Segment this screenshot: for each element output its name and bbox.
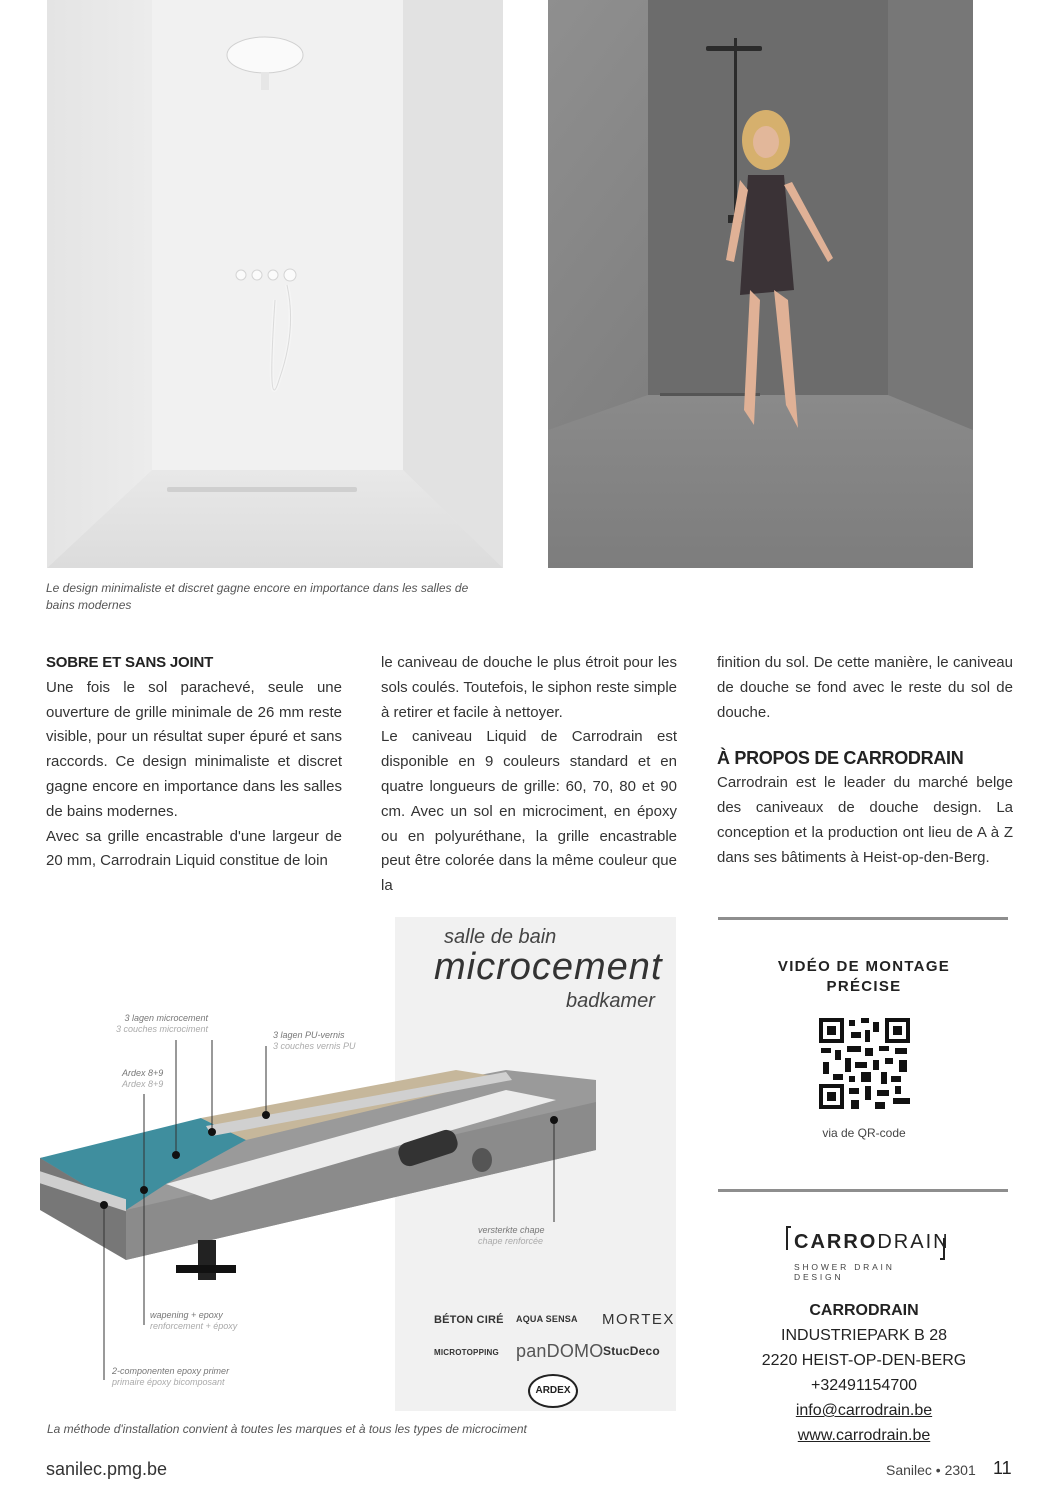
column-2-paragraph-1: le caniveau de douche le plus étroit pour les sols coulés. Toutefois, le siphon reste simple à retirer et facile à nettoyer. [381,654,677,721]
label-chape-fr: chape renforcée [478,1236,544,1246]
label-microcement-fr: 3 couches microciment [115,1024,208,1034]
label-wapening-fr: renforcement + époxy [150,1321,238,1331]
label-ardex-nl: Ardex 8+9 [122,1068,164,1078]
contact-name: CARRODRAIN [809,1302,919,1319]
footer-issue: Sanilec • 2301 [886,1462,976,1478]
brand-ardex: ARDEX [535,1385,571,1396]
label-primer-nl: 2-componenten epoxy primer [112,1366,230,1376]
qr-note: via de QR-code [822,1126,906,1140]
label-pu-vernis-fr: 3 couches vernis PU [273,1041,356,1051]
brand-aqua-sensa: AQUA SENSA [516,1314,578,1324]
diagram-caption: La méthode d'installation convient à toutes les marques et à tous les types de microciment [47,1422,527,1436]
video-title: VIDÉO DE MONTAGE PRÉCISE [777,958,951,995]
brand-mortex: MORTEX [602,1311,675,1328]
section-heading-sobre: SOBRE ET SANS JOINT [46,654,214,671]
contact-email-link[interactable]: info@carrodrain.be [795,1402,933,1419]
section-heading-carrodrain: À PROPOS DE CARRODRAIN [717,748,964,769]
divider-top [718,917,1008,920]
qr-code[interactable] [819,1018,910,1109]
divider-bottom [718,1189,1008,1192]
photo-caption: Le design minimaliste et discret gagne encore en importance dans les salles de bains modernes [46,581,469,612]
column-2-paragraph-2: Le caniveau Liquid de Carrodrain est disponible en 9 couleurs standard et en quatre longueurs de grille: 60, 70, 80 et 90 cm. Avec un sol en microciment, en époxy ou en polyuréthane, la grille encastrable peut être colorée dans la même couleur que la [381,728,677,895]
logo-word-light: DRAIN [877,1231,950,1253]
contact-phone: +32491154700 [810,1377,918,1394]
brand-pandomo: panDOMO [516,1341,604,1361]
panel-title-sub: badkamer [566,990,655,1012]
label-ardex-fr: Ardex 8+9 [122,1079,164,1089]
footer-site[interactable]: sanilec.pmg.be [46,1459,168,1479]
panel-title-small: salle de bain [444,926,557,948]
label-pu-vernis-nl: 3 lagen PU-vernis [273,1030,345,1040]
label-primer-fr: primaire époxy bicomposant [112,1377,225,1387]
panel-title-big: microcement [434,946,663,988]
qr-code-icon [819,1018,910,1109]
contact-city: 2220 HEIST-OP-DEN-BERG [761,1352,967,1369]
contact-web-link[interactable]: www.carrodrain.be [797,1427,931,1444]
contact-web-row [718,1423,1010,1448]
brand-ardex-badge [528,1374,578,1408]
logo-wordmark [794,1231,950,1254]
column-3-paragraph-2: Carrodrain est le leader du marché belge des caniveaux de douche design. La conception et la production ont lieu de A à Z dans ses bâtiments à Heist-op-den-Berg. [717,774,1013,866]
logo-tagline: SHOWER DRAIN DESIGN [794,1262,895,1282]
logo-bracket-left [786,1226,791,1250]
column-1-paragraph-1: Une fois le sol parachevé, seule une ouverture de grille minimale de 26 mm reste visible, pour un résultat super épuré et sans raccords. Ce design minimaliste et discret gagne encore en importance dans les salles de bains modernes. [46,678,342,820]
footer-page-number: 11 [993,1458,1012,1478]
label-wapening-nl: wapening + epoxy [150,1310,223,1320]
brand-stucdeco: StucDeco [603,1344,660,1358]
contact-street: INDUSTRIEPARK B 28 [781,1327,947,1344]
column-3-paragraph-1: finition du sol. De cette manière, le caniveau de douche se fond avec le reste du sol de douche. [717,654,1013,721]
label-chape-nl: versterkte chape [478,1225,545,1235]
brand-beton-cire: BÉTON CIRÉ [434,1314,504,1326]
brand-microtopping: MICROTOPPING [434,1348,499,1357]
logo-word-bold: CARRO [794,1231,878,1253]
contact-email-row [718,1398,1010,1423]
logo-bracket-right [940,1238,945,1260]
column-1-paragraph-2: Avec sa grille encastrable d'une largeur de 20 mm, Carrodrain Liquid constitue de loin [46,827,342,870]
label-microcement-nl: 3 lagen microcement [124,1013,208,1023]
carrodrain-logo [786,1226,950,1282]
